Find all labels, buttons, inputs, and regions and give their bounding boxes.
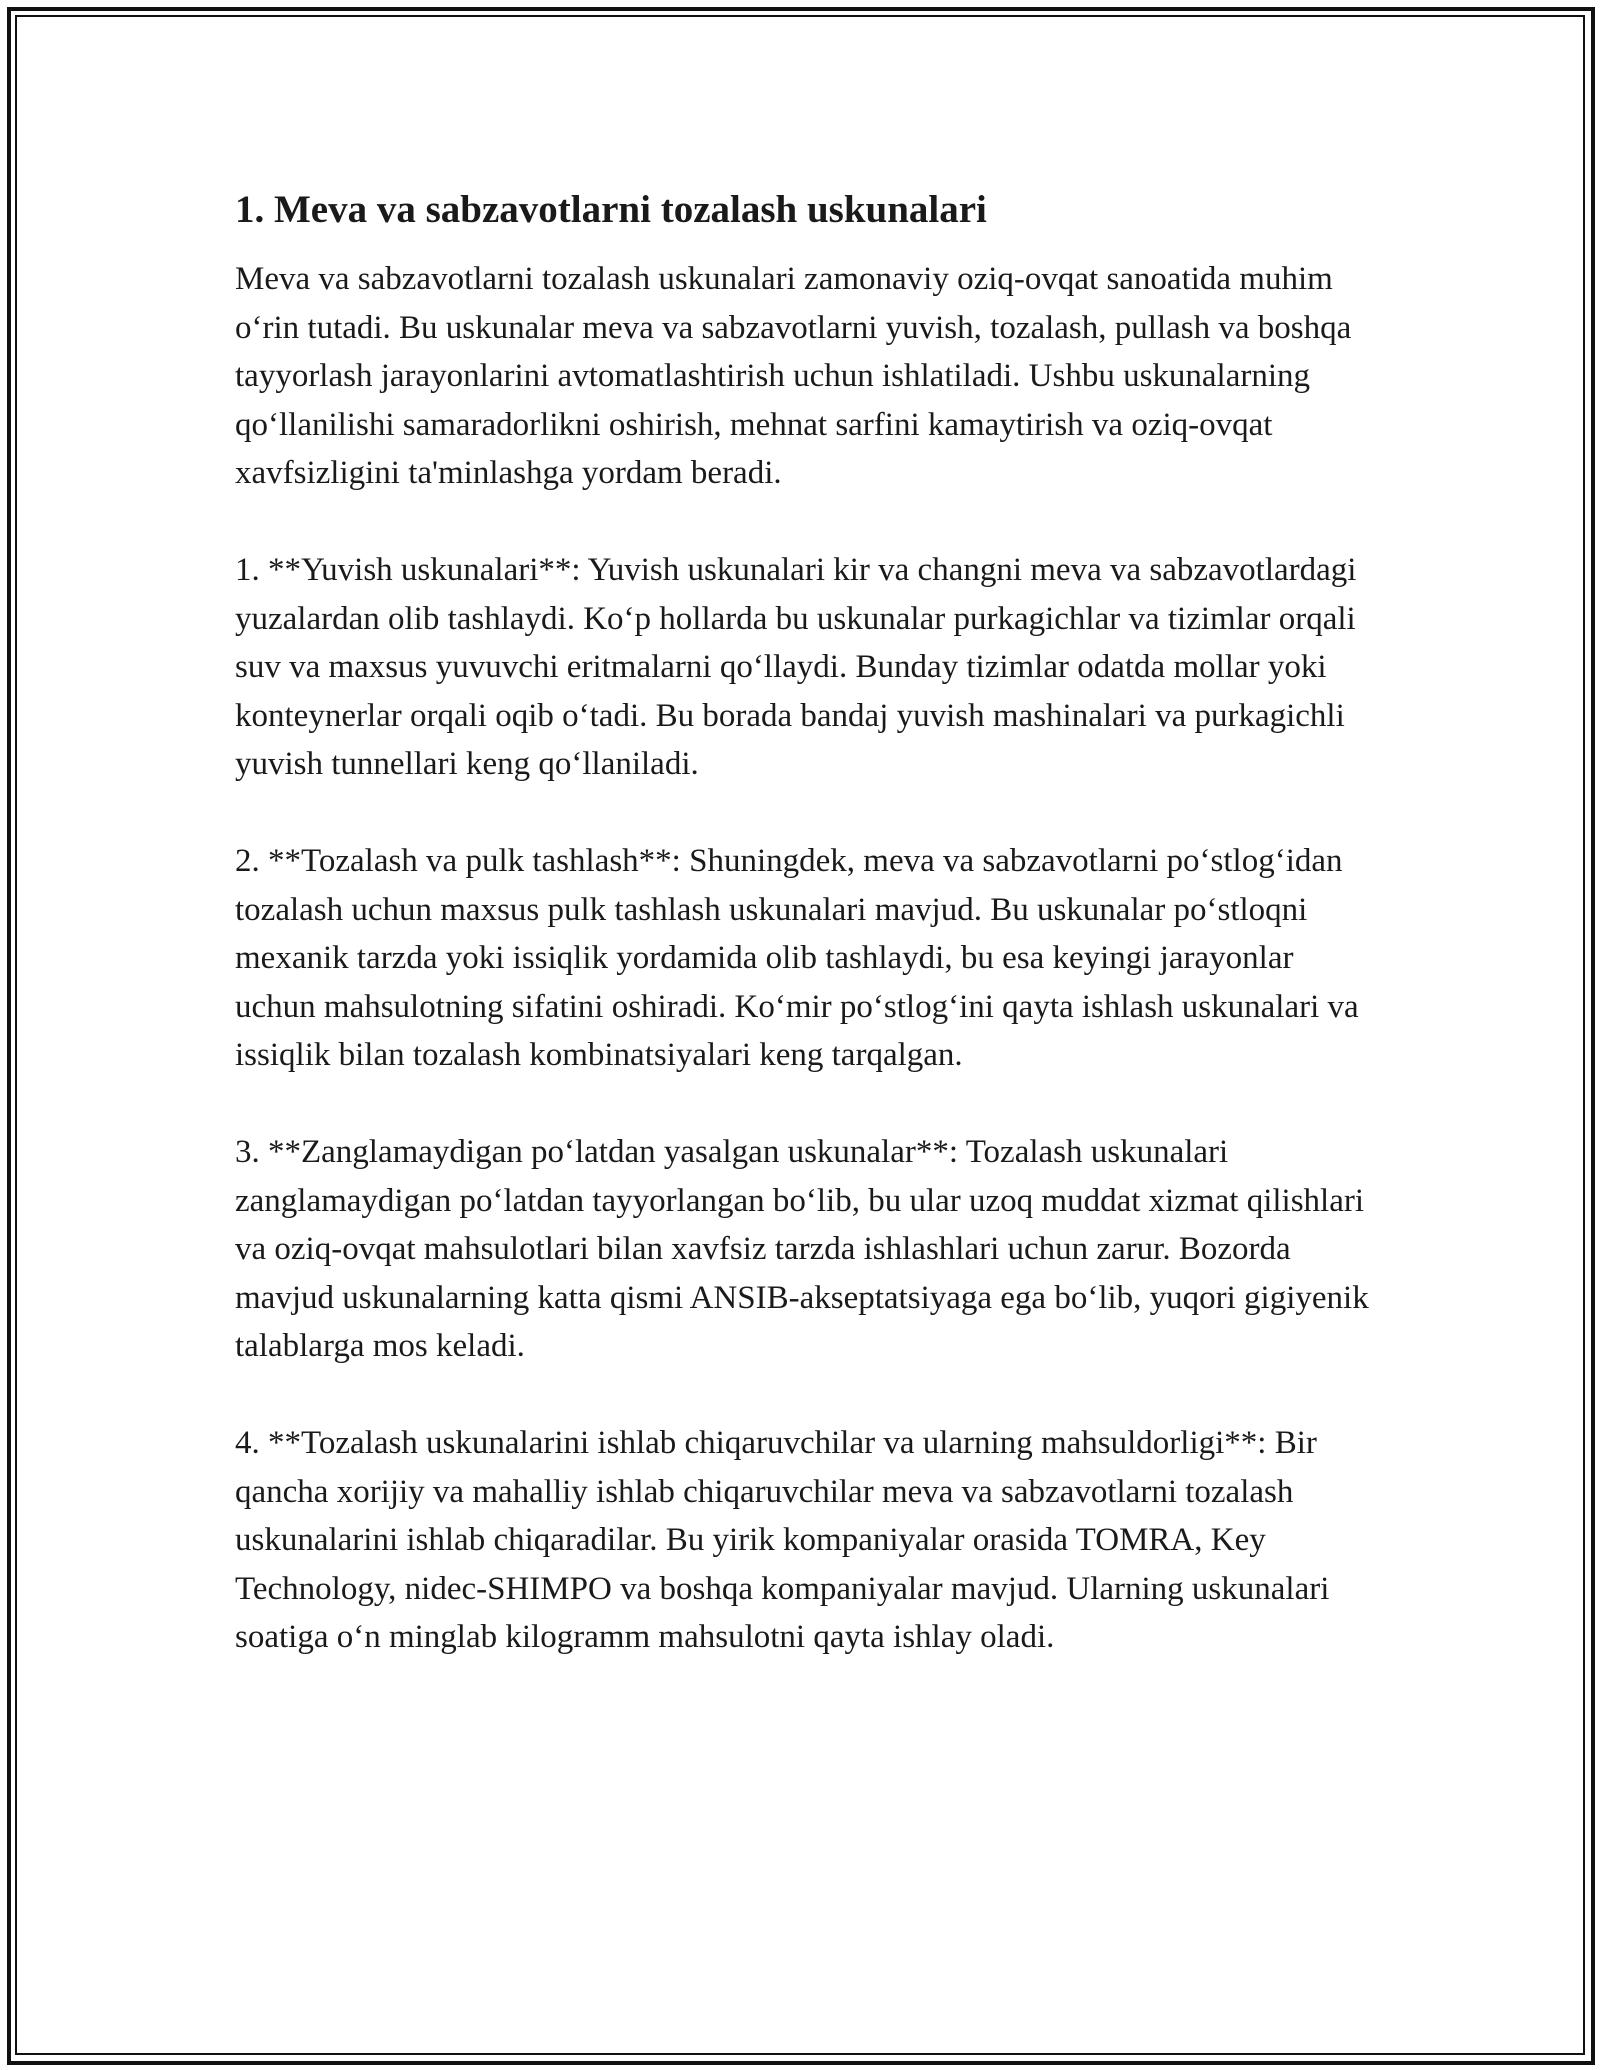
paragraph-spacer <box>235 1080 1375 1129</box>
peeling-equipment-paragraph: 2. **Tozalash va pulk tashlash**: Shuningdek, meva va sabzavotlarni po‘stlog‘idan tozalash uchun maxsus pulk tashlash uskunalari mavjud. Bu uskunalar po‘stloqni mexanik tarzda yoki issiqlik yordamida olib tashlaydi, bu esa keyingi jarayonlar uchun mahsulotning sifatini oshiradi. Ko‘mir po‘stlog‘ini qayta ishlash uskunalari va issiqlik bilan tozalash kombinatsiyalari keng tarqalgan. <box>235 843 1359 1073</box>
washing-equipment-paragraph: 1. **Yuvish uskunalari**: Yuvish uskunalari kir va changni meva va sabzavotlardagi yuzalardan olib tashlaydi. Ko‘p hollarda bu uskunalar purkagichlar va tizimlar orqali suv va maxsus yuvuvchi eritmalarni qo‘llaydi. Bunday tizimlar odatda mollar yoki konteynerlar orqali oqib o‘tadi. Bu borada bandaj yuvish mashinalari va purkagichli yuvish tunnellari keng qo‘llaniladi. <box>235 552 1357 782</box>
stainless-steel-paragraph: 3. **Zanglamaydigan po‘latdan yasalgan uskunalar**: Tozalash uskunalari zanglamaydigan po‘latdan tayyorlangan bo‘lib, bu ular uzoq muddat xizmat qilishlari va oziq-ovqat mahsulotlari bilan xavfsiz tarzda ishlashlari uchun zarur. Bozorda mavjud uskunalarning katta qismi ANSIB-akseptatsiyaga ega bo‘lib, yuqori gigiyenik talablarga mos keladi. <box>235 1134 1369 1364</box>
paragraph-spacer <box>235 498 1375 547</box>
paragraph-spacer <box>235 789 1375 838</box>
manufacturers-paragraph: 4. **Tozalash uskunalarini ishlab chiqaruvchilar va ularning mahsuldorligi**: Bir qancha xorijiy va mahalliy ishlab chiqaruvchilar meva va sabzavotlarni tozalash uskunalarini ishlab chiqaradilar. Bu yirik kompaniyalar orasida TOMRA, Key Technology, nidec-SHIMPO va boshqa kompaniyalar mavjud. Ularning uskunalari soatiga o‘n minglab kilogramm mahsulotni qayta ishlay oladi. <box>235 1425 1330 1655</box>
paragraph-spacer <box>235 1371 1375 1420</box>
intro-paragraph: Meva va sabzavotlarni tozalash uskunalari zamonaviy oziq-ovqat sanoatida muhim o‘rin tutadi. Bu uskunalar meva va sabzavotlarni yuvish, tozalash, pullash va boshqa tayyorlash jarayonlarini avtomatlashtirish uchun ishlatiladi. Ushbu uskunalarning qo‘llanilishi samaradorlikni oshirish, mehnat sarfini kamaytirish va oziq-ovqat xavfsizligini ta'minlashga yordam beradi. <box>235 261 1352 491</box>
section-heading: 1. Meva va sabzavotlarni tozalash uskunalari <box>235 188 987 231</box>
document-body <box>235 185 1375 1662</box>
